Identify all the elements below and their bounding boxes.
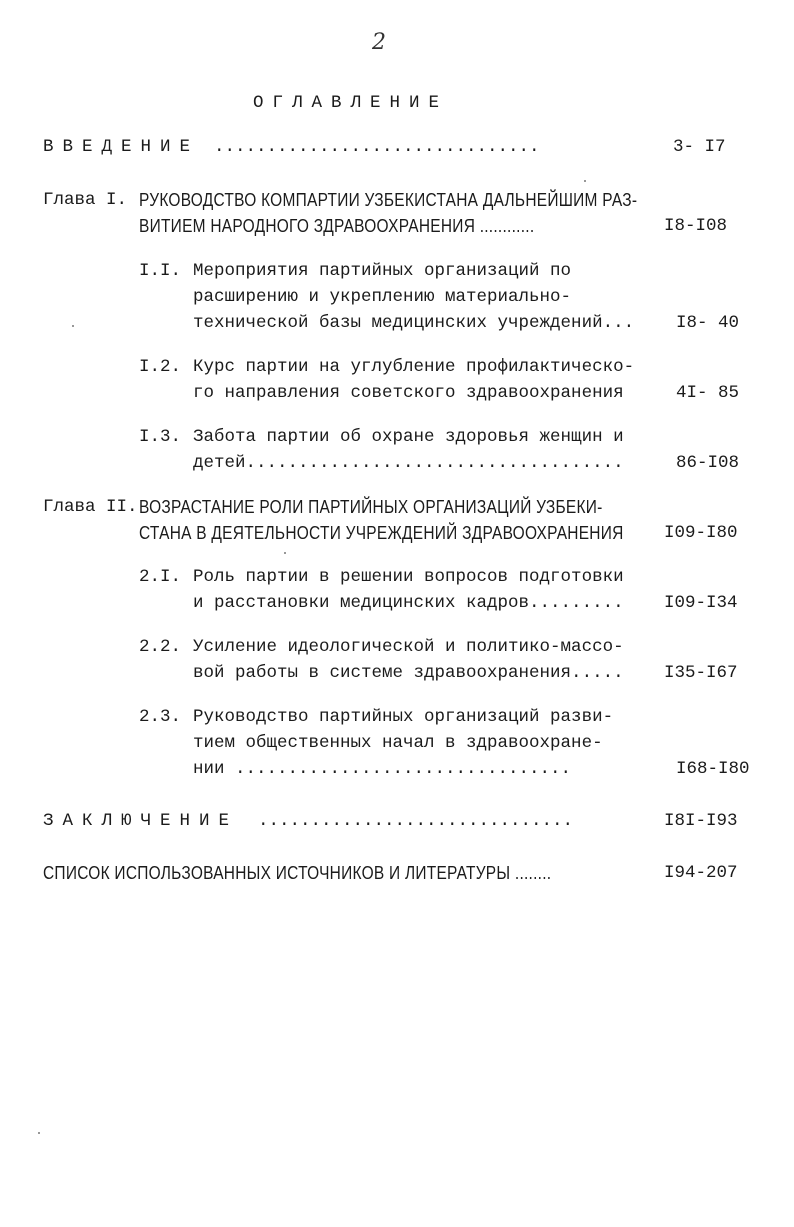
section-2-3-line1: Руководство партийных организаций разви- bbox=[193, 707, 614, 727]
section-1-1-pages: I8- 40 bbox=[676, 313, 740, 333]
section-2-1-pages: I09-I34 bbox=[664, 593, 738, 613]
section-1-2-line2: го направления советского здравоохранения bbox=[193, 383, 624, 403]
section-1-2-line1: Курс партии на углубление профилактическо- bbox=[193, 357, 635, 377]
sources-label: СПИСОК ИСПОЛЬЗОВАННЫХ ИСТОЧНИКОВ И ЛИТЕРАТУРЫ ........ bbox=[43, 863, 552, 883]
conclusion-pages: I8I-I93 bbox=[664, 811, 738, 831]
section-1-1-number: I.I. bbox=[139, 261, 182, 281]
section-1-3-number: I.3. bbox=[139, 427, 182, 447]
section-2-1-line1: Роль партии в решении вопросов подготовки bbox=[193, 567, 624, 587]
chapter-1-title-line1: РУКОВОДСТВО КОМПАРТИИ УЗБЕКИСТАНА ДАЛЬНЕЙШИМ РАЗ- bbox=[139, 190, 638, 210]
section-1-2-number: I.2. bbox=[139, 357, 182, 377]
section-2-2-line1: Усиление идеологической и политико-массо- bbox=[193, 637, 624, 657]
section-2-1-number: 2.I. bbox=[139, 567, 182, 587]
section-2-3-line2: тием общественных начал в здравоохране- bbox=[193, 733, 603, 753]
conclusion-label: ЗАКЛЮЧЕНИЕ bbox=[43, 811, 239, 831]
section-2-1-line2: и расстановки медицинских кадров......... bbox=[193, 593, 624, 613]
scan-speck bbox=[72, 325, 74, 327]
scan-speck bbox=[38, 1132, 40, 1134]
section-1-1-line1: Мероприятия партийных организаций по bbox=[193, 261, 572, 281]
sources-pages: I94-207 bbox=[664, 863, 738, 883]
section-2-2-number: 2.2. bbox=[139, 637, 182, 657]
chapter-1-pages: I8-I08 bbox=[664, 216, 728, 236]
intro-label: ВВЕДЕНИЕ bbox=[43, 137, 200, 157]
section-1-3-line1: Забота партии об охране здоровья женщин и bbox=[193, 427, 624, 447]
section-1-3-pages: 86-I08 bbox=[676, 453, 740, 473]
intro-pages: 3- I7 bbox=[673, 137, 726, 157]
section-1-2-pages: 4I- 85 bbox=[676, 383, 740, 403]
scan-speck bbox=[584, 180, 586, 182]
scan-speck bbox=[284, 552, 286, 554]
chapter-2-prefix: Глава II. bbox=[43, 497, 138, 517]
intro-leader: ............................... bbox=[214, 137, 540, 157]
chapter-1-title-line2: ВИТИЕМ НАРОДНОГО ЗДРАВООХРАНЕНИЯ ............ bbox=[139, 216, 535, 236]
chapter-1-prefix: Глава I. bbox=[43, 190, 128, 210]
section-2-2-pages: I35-I67 bbox=[664, 663, 738, 683]
page-title: ОГЛАВЛЕНИЕ bbox=[253, 93, 449, 113]
chapter-2-pages: I09-I80 bbox=[664, 523, 738, 543]
conclusion-leader: .............................. bbox=[258, 811, 574, 831]
chapter-2-title-line1: ВОЗРАСТАНИЕ РОЛИ ПАРТИЙНЫХ ОРГАНИЗАЦИЙ УЗБЕКИ- bbox=[139, 497, 603, 517]
section-2-2-line2: вой работы в системе здравоохранения..... bbox=[193, 663, 624, 683]
section-2-3-line3: нии ................................ bbox=[193, 759, 572, 779]
section-2-3-number: 2.3. bbox=[139, 707, 182, 727]
chapter-2-title-line2: СТАНА В ДЕЯТЕЛЬНОСТИ УЧРЕЖДЕНИЙ ЗДРАВООХРАНЕНИЯ bbox=[139, 523, 624, 543]
section-1-1-line3: технической базы медицинских учреждений... bbox=[193, 313, 635, 333]
section-1-3-line2: детей.................................... bbox=[193, 453, 624, 473]
section-2-3-pages: I68-I80 bbox=[676, 759, 750, 779]
section-1-1-line2: расширению и укреплению материально- bbox=[193, 287, 572, 307]
page-number: 2 bbox=[372, 30, 386, 55]
